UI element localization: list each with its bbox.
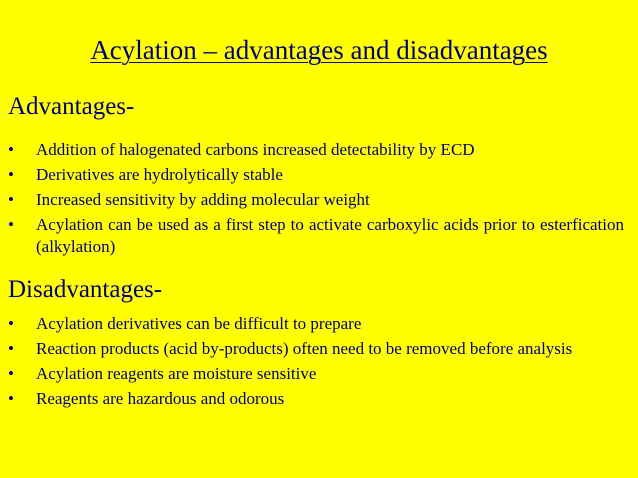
disadvantage-item xyxy=(8,313,624,335)
bullet-icon: • xyxy=(8,140,14,159)
bullet-icon: • xyxy=(8,364,14,383)
advantage-text: Increased sensitivity by adding molecular weight xyxy=(36,190,370,209)
slide-title: Acylation – advantages and disadvantages xyxy=(90,35,548,65)
disadvantages-list xyxy=(8,313,624,413)
bullet-icon: • xyxy=(8,165,14,184)
advantage-item xyxy=(8,214,624,258)
disadvantage-text: Acylation reagents are moisture sensitive xyxy=(36,364,317,383)
advantage-item xyxy=(8,189,624,211)
disadvantage-text: Reaction products (acid by-products) often need to be removed before analysis xyxy=(36,339,573,358)
disadvantage-text: Acylation derivatives can be difficult to prepare xyxy=(36,314,362,333)
bullet-icon: • xyxy=(8,190,14,209)
bullet-icon: • xyxy=(8,389,14,408)
disadvantage-text: Reagents are hazardous and odorous xyxy=(36,389,285,408)
disadvantages-heading: Disadvantages- xyxy=(8,276,163,303)
advantage-text: Acylation can be used as a first step to activate carboxylic acids prior to esterfication (alkylation) xyxy=(36,215,624,256)
advantage-item xyxy=(8,139,624,161)
advantage-item xyxy=(8,164,624,186)
advantages-heading: Advantages- xyxy=(8,93,135,120)
bullet-icon: • xyxy=(8,314,14,333)
disadvantage-item xyxy=(8,338,624,360)
advantage-text: Derivatives are hydrolytically stable xyxy=(36,165,283,184)
disadvantage-item xyxy=(8,363,624,385)
disadvantage-item xyxy=(8,388,624,410)
bullet-icon: • xyxy=(8,339,14,358)
bullet-icon: • xyxy=(8,215,14,234)
advantage-text: Addition of halogenated carbons increased detectability by ECD xyxy=(36,140,475,159)
advantages-list xyxy=(8,139,624,261)
